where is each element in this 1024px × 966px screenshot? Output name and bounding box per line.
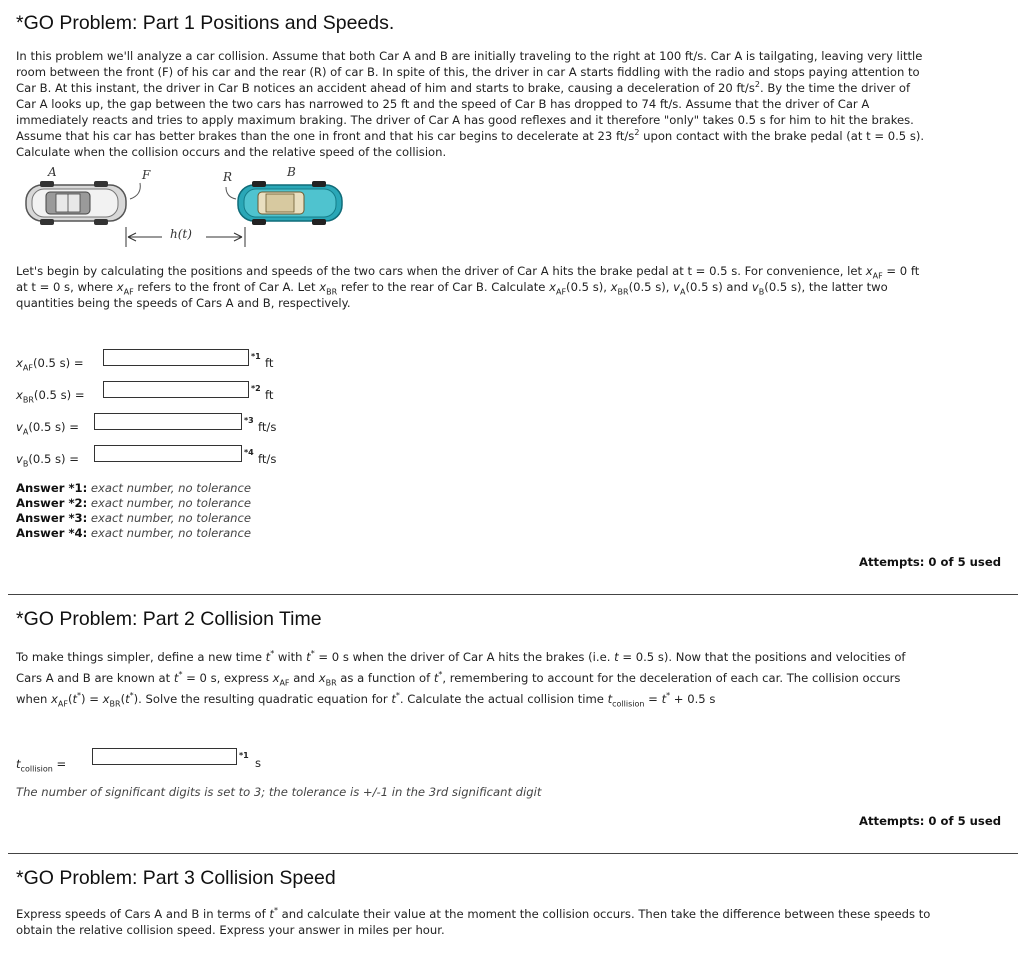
car-b-icon bbox=[238, 181, 342, 225]
unit-s: s bbox=[255, 756, 262, 770]
front-pointer bbox=[130, 183, 140, 199]
car-collision-figure bbox=[20, 165, 360, 255]
part1-intro: In this problem we'll analyze a car collision. Assume that both Car A and B are initially traveling to the right at 100 ft/s. Car A is tailgating, leaving very little room between the front (F) of his car and the rear (R) of car B. In spite of this, the driver in car A starts fiddling with the radio and stops paying attention to Car B. At this instant, the driver in Car B notices an accident ahead of him and starts to brake, causing a deceleration of 20 $ft/s^2$. By the time the driver of Car A looks up, the gap between the two cars has narrowed to 25 ft and the speed of Car B has dropped to 74 ft/s. Assume that the driver of Car A immediately reacts and tries to apply maximum braking. The driver of Car A has good reflexes and it therefore "only" takes 0.5 s for him to hit the brakes. Assume that his car has better brakes than the one in front and that his car begins to decelerate at 23 $ft/s^2$ upon contact with the brake pedal (at t = 0.5 s). Calculate when the collision occurs and the relative speed of the collision. bbox=[16, 49, 925, 159]
unit-ft-1: ft bbox=[265, 356, 274, 370]
input-row-xbr: $x_{BR}(0.5$ s) = bbox=[16, 388, 85, 405]
ref-2: *2 bbox=[251, 384, 261, 393]
label-f: F bbox=[142, 168, 151, 182]
car-a-icon bbox=[26, 181, 126, 225]
answer-input-va[interactable] bbox=[94, 413, 242, 430]
input-row-vb: $v_B(0.5$ s) = bbox=[16, 452, 79, 469]
label-r: R bbox=[223, 170, 233, 184]
answer-note-3: Answer *3: exact number, no tolerance bbox=[16, 511, 252, 525]
part1-attempts: Attempts: 0 of 5 used bbox=[859, 555, 1001, 569]
label-b: B bbox=[287, 165, 296, 179]
part3-text: Express speeds of Cars A and B in terms of t* and calculate their value at the moment the collision occurs. Then take the difference between these speeds to obtain the relative collision speed. Express your answer in miles per hour. bbox=[16, 906, 931, 937]
unit-fts-4: ft/s bbox=[258, 452, 277, 466]
answer-input-xaf[interactable] bbox=[103, 349, 249, 366]
divider-1 bbox=[8, 594, 1018, 595]
part2-title: *GO Problem: Part 2 Collision Time bbox=[16, 608, 322, 630]
gap-label: h(t) bbox=[170, 227, 192, 241]
answer-input-tcollision[interactable] bbox=[92, 748, 237, 765]
unit-ft-2: ft bbox=[265, 388, 274, 402]
divider-2 bbox=[8, 853, 1018, 854]
part3-title: *GO Problem: Part 3 Collision Speed bbox=[16, 867, 336, 889]
answer-input-xbr[interactable] bbox=[103, 381, 249, 398]
unit-fts-3: ft/s bbox=[258, 420, 277, 434]
answer-note-4: Answer *4: exact number, no tolerance bbox=[16, 526, 252, 540]
part2-attempts: Attempts: 0 of 5 used bbox=[859, 814, 1001, 828]
cars-drawing bbox=[20, 165, 360, 255]
answer-note-2: Answer *2: exact number, no tolerance bbox=[16, 496, 252, 510]
ref-p2-1: *1 bbox=[239, 751, 249, 760]
rear-pointer bbox=[226, 187, 236, 199]
tolerance-note: The number of significant digits is set to 3; the tolerance is +/-1 in the 3rd significant digit bbox=[16, 785, 542, 799]
ref-3: *3 bbox=[244, 416, 254, 425]
part1-title: *GO Problem: Part 1 Positions and Speeds. bbox=[16, 12, 395, 34]
part1-lead: Let's begin by calculating the positions and speeds of the two cars when the driver of Car A hits the brake pedal at t = 0.5 s. For convenience, let $x_{AF} = 0$ ft at t = 0 s, where $x_{AF}$ refers to the front of Car A. Let $x_{BR}$ refer to the rear of Car B. Calculate $x_{AF}(0.5$ s), $x_{BR}(0.5$ s), $v_A(0.5$ s) and $v_B(0.5$ s), the latter two quantities being the speeds of Cars A and B, respectively. bbox=[16, 264, 920, 310]
answer-note-1: Answer *1: exact number, no tolerance bbox=[16, 481, 252, 495]
part2-text: To make things simpler, define a new time t* with t* = 0 s when the driver of Car A hits the brakes (i.e. t = 0.5 s). Now that the positions and velocities of Cars A and B are known at t* = 0 s, express $x_{AF}$ and $x_{BR}$ as a function of t*, remembering to account for the deceleration of each car. The collision occurs when $x_{AF}(t^*) = x_{BR}(t^*)$. Solve the resulting quadratic equation for t*. Calculate the actual collision time $t_{collision} = t^* + 0.5$ s bbox=[16, 649, 906, 709]
ref-4: *4 bbox=[244, 448, 254, 457]
label-a: A bbox=[48, 165, 57, 179]
input-row-xaf: $x_{AF}(0.5$ s) = bbox=[16, 356, 84, 373]
ref-1: *1 bbox=[251, 352, 261, 361]
input-row-va: $v_A(0.5$ s) = bbox=[16, 420, 79, 437]
input-row-tcollision: $t_{collision}$ = bbox=[16, 757, 67, 774]
answer-input-vb[interactable] bbox=[94, 445, 242, 462]
